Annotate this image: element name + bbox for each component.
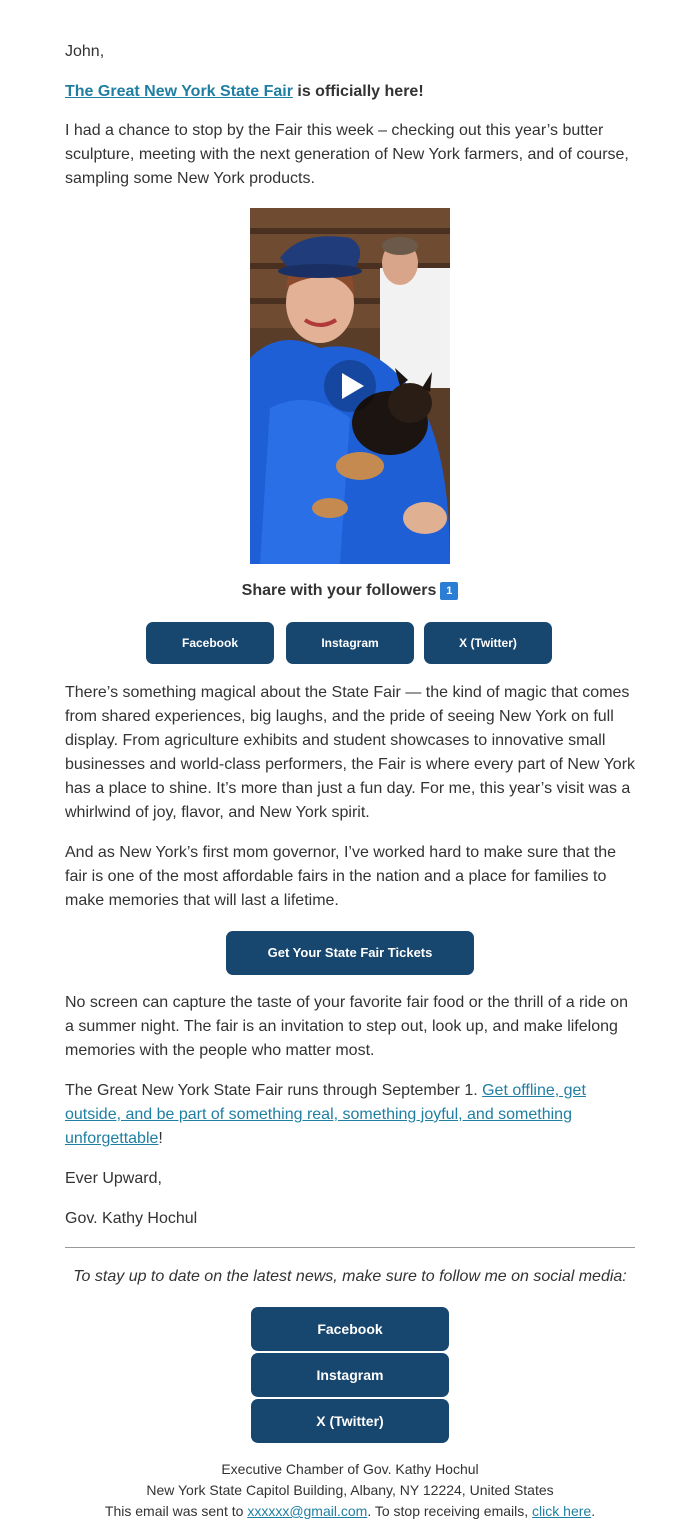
video-image bbox=[250, 208, 450, 564]
footer-org: Executive Chamber of Gov. Kathy Hochul bbox=[221, 1461, 479, 1477]
paragraph-dates bbox=[65, 1079, 637, 1151]
share-button-row bbox=[146, 622, 554, 664]
dates-text: The Great New York State Fair runs through September 1. bbox=[65, 1082, 483, 1099]
share-label: Share with your followers bbox=[241, 582, 437, 599]
closing: Ever Upward, bbox=[65, 1170, 162, 1187]
share-heading bbox=[65, 579, 635, 603]
divider bbox=[65, 1247, 635, 1248]
unsubscribe-link[interactable]: click here bbox=[532, 1503, 592, 1519]
footer-sent-prefix: This email was sent to bbox=[104, 1503, 248, 1519]
headline-rest: is officially here! bbox=[292, 83, 424, 100]
video-thumbnail[interactable] bbox=[250, 208, 450, 564]
footer-end: . bbox=[591, 1503, 596, 1519]
follow-text: To stay up to date on the latest news, make sure to follow me on social media: bbox=[73, 1268, 627, 1285]
footer-email-link[interactable]: xxxxxx@gmail.com bbox=[247, 1503, 368, 1519]
social-twitter-button[interactable]: X (Twitter) bbox=[251, 1399, 449, 1443]
get-tickets-button[interactable]: Get Your State Fair Tickets bbox=[226, 931, 474, 975]
social-facebook-button[interactable]: Facebook bbox=[251, 1307, 449, 1351]
share-twitter-button[interactable]: X (Twitter) bbox=[424, 622, 552, 664]
footer-stop-text: . To stop receiving emails, bbox=[367, 1503, 533, 1519]
social-instagram-button[interactable]: Instagram bbox=[251, 1353, 449, 1397]
state-fair-link[interactable]: The Great New York State Fair bbox=[65, 83, 293, 100]
footer-address: New York State Capitol Building, Albany, NY 12224, United States bbox=[146, 1482, 554, 1498]
footer bbox=[65, 1459, 635, 1522]
share-instagram-button[interactable]: Instagram bbox=[286, 622, 414, 664]
intro-paragraph: I had a chance to stop by the Fair this week – checking out this year’s butter sculpture, meeting with the next generation of New York farmers, and of course, sampling some New York products. bbox=[65, 122, 629, 187]
keycap-one-icon: 1 bbox=[440, 582, 458, 600]
share-facebook-button[interactable]: Facebook bbox=[146, 622, 274, 664]
get-offline-link[interactable]: Get offline, get outside, and be part of something real, something joyful, and something unforgettable bbox=[65, 1082, 586, 1147]
dates-end: ! bbox=[158, 1130, 163, 1147]
greeting: John, bbox=[65, 43, 105, 60]
paragraph-affordable: And as New York’s first mom governor, I’ve worked hard to make sure that the fair is one of the most affordable fairs in the nation and a place for families to make memories that will last a lifetime. bbox=[65, 844, 617, 909]
paragraph-magic: There’s something magical about the State Fair — the kind of magic that comes from shared experiences, big laughs, and the pride of seeing New York on full display. From agriculture exhibits and student showcases to innovative small businesses and world-class performers, the Fair is where every part of New York has a place to shine. It’s more than just a fun day. For me, this year’s visit was a whirlwind of joy, flavor, and New York spirit. bbox=[65, 684, 636, 821]
headline bbox=[65, 80, 424, 104]
footer-sent bbox=[65, 1501, 635, 1522]
signature: Gov. Kathy Hochul bbox=[65, 1210, 198, 1227]
paragraph-screen: No screen can capture the taste of your favorite fair food or the thrill of a ride on a summer night. The fair is an invitation to step out, look up, and make lifelong memories with the people who matter most. bbox=[65, 994, 628, 1059]
